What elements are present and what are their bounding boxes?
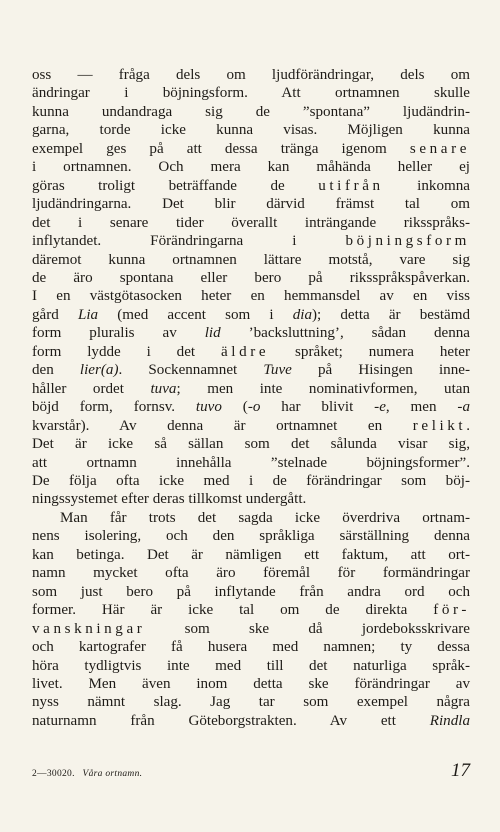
text-line (32, 527, 470, 545)
signature-mark: 2—30020. (32, 769, 75, 779)
italic-term: dia (292, 306, 313, 323)
spaced-emphasis: böjningsform (345, 233, 470, 250)
printer-signature (32, 769, 142, 779)
text-segment: Man får trots det sagda icke överdriva ortnam- (60, 509, 470, 526)
text-line (32, 306, 470, 324)
page-number: 17 (451, 760, 470, 781)
italic-term: Tuve (263, 362, 292, 379)
italic-term: -a (457, 399, 470, 416)
text-segment: livet. Men även inom detta ske förändringar av (32, 675, 470, 692)
text-segment: form pluralis av (32, 325, 205, 342)
text-line (32, 269, 470, 287)
spaced-emphasis: utifrån (318, 177, 384, 194)
text-segment: former. Här är icke tal om de direkta (32, 602, 434, 619)
text-segment: garna, torde icke kunna visas. Möjligen kunna (32, 122, 470, 139)
text-line (32, 121, 470, 139)
text-segment: ändringar i böjningsform. Att ortnamnen skulle (32, 85, 470, 102)
text-line (32, 103, 470, 121)
text-line (32, 343, 470, 361)
text-segment: och kartografer få husera med namnen; ty dessa (32, 639, 470, 656)
text-line (32, 177, 470, 195)
text-segment: inflytandet. Förändringarna i (32, 233, 346, 250)
text-segment: det i senare tider överallt inträngande riksspråks- (32, 214, 470, 231)
text-segment: språket; numera heter (269, 343, 470, 360)
text-line (32, 693, 470, 711)
text-segment: böjd form, fornsv. (32, 399, 196, 416)
text-line (32, 472, 470, 490)
text-line (32, 361, 470, 379)
text-segment: kunna undandraga sig de ”spontana” ljudändrin- (32, 103, 470, 120)
text-line (32, 675, 470, 693)
italic-term: -e (374, 399, 386, 416)
text-segment: , men (385, 399, 458, 416)
text-line (32, 66, 470, 84)
spaced-emphasis: äldre (221, 343, 270, 360)
text-segment: ljudändringarna. Det blir därvid främst tal om (32, 196, 470, 213)
spaced-emphasis: vanskningar (32, 620, 146, 637)
text-line (32, 417, 470, 435)
italic-term: Rindla (429, 712, 470, 729)
text-segment: den (32, 362, 80, 379)
text-line (32, 546, 470, 564)
spaced-emphasis: relikt (412, 417, 467, 434)
text-segment: exempel ges på att dessa tränga igenom (32, 140, 410, 157)
text-segment: nyss nämnt slag. Jag tar som exempel några (32, 694, 470, 711)
text-segment: De följa ofta icke med i de förändringar som böj- (32, 472, 470, 489)
text-line (32, 712, 470, 730)
text-segment: som ske då jordeboksskrivare (145, 620, 470, 637)
text-line (32, 638, 470, 656)
text-line (32, 620, 470, 638)
text-segment: I en västgötasocken heter en hemmansdel av en viss (32, 288, 470, 305)
text-segment: ( (221, 399, 248, 416)
text-segment: (med accent som i (98, 306, 293, 323)
text-segment: att ortnamn innehålla ”stelnade böjningsformer”. (32, 454, 470, 471)
italic-term: tuvo (195, 399, 222, 416)
text-segment: ); detta är bestämd (312, 306, 471, 323)
text-segment: göras troligt beträffande de (32, 177, 319, 194)
text-segment: som just bero på inflytande från andra ord och (32, 583, 470, 600)
spaced-emphasis: för- (433, 602, 470, 619)
text-segment: nens isolering, och den språkliga särställning denna (32, 528, 470, 545)
text-line (32, 324, 470, 342)
text-segment: . Sockennamnet (118, 362, 264, 379)
text-line (32, 195, 470, 213)
text-line (32, 435, 470, 453)
text-line (32, 454, 470, 472)
text-segment: på Hisingen inne- (291, 362, 470, 379)
text-segment: namn mycket ofta äro föremål för formändringar (32, 565, 470, 582)
text-line (32, 564, 470, 582)
text-segment: har blivit (260, 399, 375, 416)
italic-term: tuva (150, 380, 177, 397)
italic-term: lid (204, 325, 221, 342)
text-segment: däremot kunna ortnamnen lättare motstå, vare sig (32, 251, 470, 268)
text-line (32, 84, 470, 102)
italic-term: lier(a) (79, 362, 119, 379)
text-segment: håller ordet (32, 380, 151, 397)
text-line (32, 214, 470, 232)
text-segment: ningssystemet efter deras tillkomst undergått. (32, 491, 307, 508)
text-segment: Det är icke så sällan som det sålunda visar sig, (32, 436, 470, 453)
text-segment: kvarstår). Av denna är ortnamnet en (32, 417, 413, 434)
text-segment: i ortnamnen. Och mera kan måhända heller ej (32, 159, 470, 176)
text-segment: kan betinga. Det är nämligen ett faktum, att ort- (32, 546, 470, 563)
text-line (32, 601, 470, 619)
text-segment: höra tydligtvis inte med till det naturliga språk- (32, 657, 470, 674)
text-line (32, 509, 470, 527)
text-segment: inkomna (383, 177, 470, 194)
text-segment: . (466, 417, 470, 434)
text-line (32, 583, 470, 601)
text-segment: naturnamn från Göteborgstrakten. Av ett (32, 712, 430, 729)
text-segment: ’backsluttning’, sådan denna (220, 325, 470, 342)
body-text (32, 66, 470, 730)
text-segment: oss — fråga dels om ljudförändringar, dels om (32, 67, 470, 83)
text-segment: form lydde i det (32, 343, 221, 360)
spaced-emphasis: senare (409, 140, 470, 157)
running-title: Våra ortnamn. (82, 769, 143, 779)
text-line (32, 140, 470, 158)
text-line (32, 287, 470, 305)
text-segment: gård (32, 306, 78, 323)
text-line (32, 657, 470, 675)
text-line (32, 158, 470, 176)
text-line (32, 232, 470, 250)
text-line (32, 490, 470, 508)
page-footer (32, 760, 470, 786)
text-line (32, 380, 470, 398)
italic-term: Lia (77, 306, 99, 323)
text-segment: ; men inte nominativformen, utan (176, 380, 471, 397)
text-segment: de äro spontana eller bero på riksspråkspåverkan. (32, 269, 470, 286)
text-line (32, 251, 470, 269)
text-line (32, 398, 470, 416)
italic-term: -o (247, 399, 261, 416)
